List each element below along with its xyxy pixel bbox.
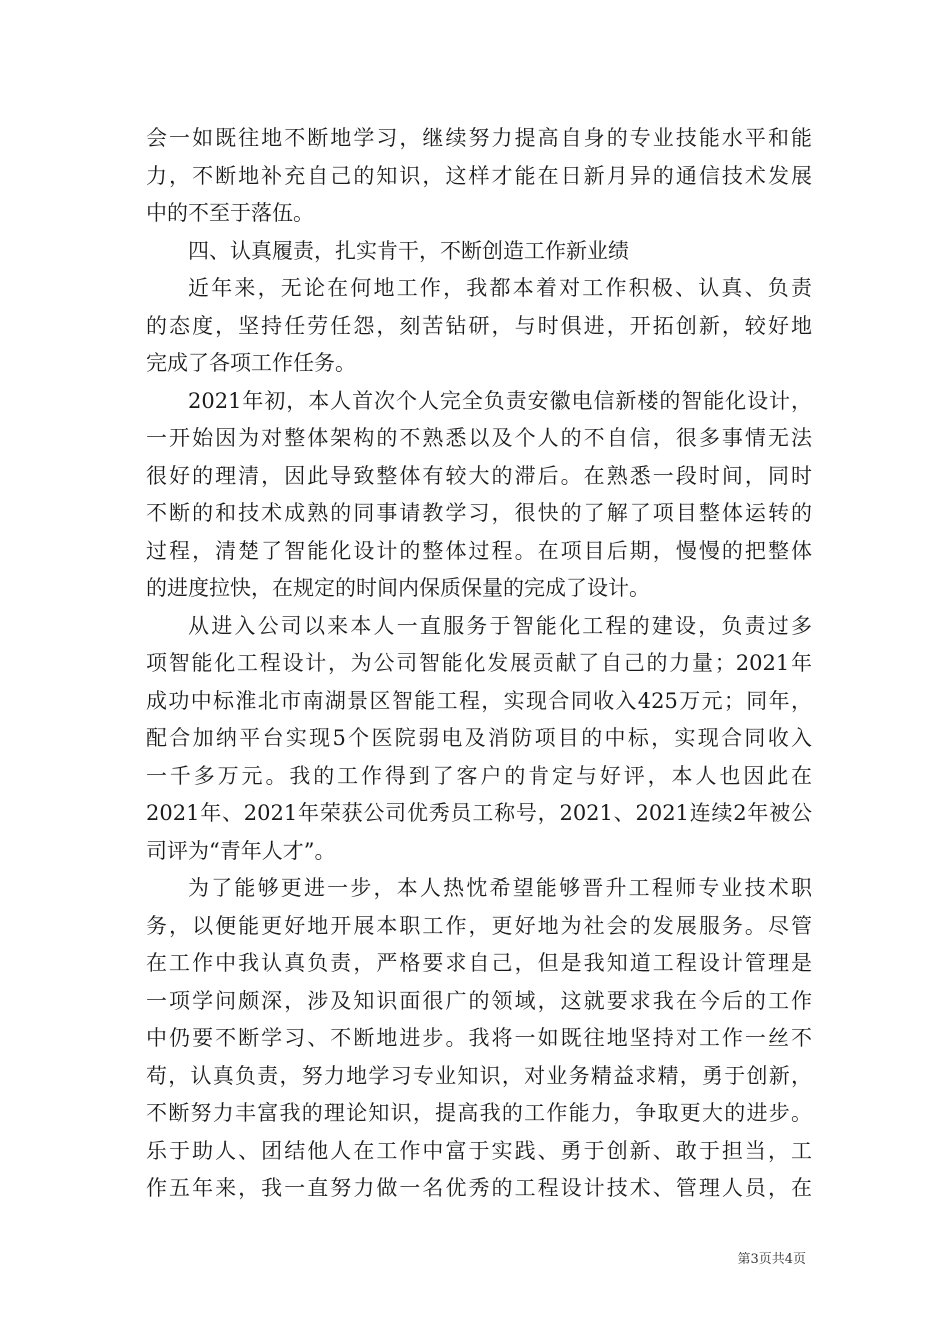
text-line: 2021年、2021年荣获公司优秀员工称号，2021、2021连续2年被公 [146, 801, 812, 825]
text-line: 近年来，无论在何地工作，我都本着对工作积极、认真、负责 [188, 276, 812, 300]
page-number: 第3页共4页 [737, 1252, 806, 1267]
text-line: 为了能够更进一步，本人热忱希望能够晋升工程师专业技术职 [188, 876, 812, 900]
text-line: 作五年来，我一直努力做一名优秀的工程设计技术、管理人员，在 [146, 1176, 812, 1200]
text-line: 务，以便能更好地开展本职工作，更好地为社会的发展服务。尽管 [146, 913, 812, 938]
text-line: 2021年初，本人首次个人完全负责安徽电信新楼的智能化设计， [188, 388, 812, 413]
text-line: 不断的和技术成熟的同事请教学习，很快的了解了项目整体运转的 [146, 501, 812, 525]
text-line: 四、认真履责，扎实肯干，不断创造工作新业绩 [188, 238, 629, 263]
text-line: 司评为“青年人才”。 [146, 838, 336, 863]
document-body [146, 120, 812, 1208]
text-line: 一开始因为对整体架构的不熟悉以及个人的不自信，很多事情无法 [146, 426, 812, 450]
text-line: 的态度，坚持任劳任怨，刻苦钻研，与时俱进，开拓创新，较好地 [146, 313, 812, 338]
text-line: 的进度拉快，在规定的时间内保质保量的完成了设计。 [146, 576, 650, 600]
text-line: 会一如既往地不断地学习，继续努力提高自身的专业技能水平和能 [146, 126, 812, 150]
text-line: 配合加纳平台实现5个医院弱电及消防项目的中标，实现合同收入 [146, 726, 812, 750]
text-line: 在工作中我认真负责，严格要求自己，但是我知道工程设计管理是 [146, 951, 812, 975]
text-line: 不断努力丰富我的理论知识，提高我的工作能力，争取更大的进步。 [146, 1101, 812, 1125]
text-line: 中的不至于落伍。 [146, 201, 314, 225]
text-line: 过程，清楚了智能化设计的整体过程。在项目后期，慢慢的把整体 [146, 538, 812, 563]
text-line: 成功中标淮北市南湖景区智能工程，实现合同收入425万元；同年， [146, 688, 812, 713]
text-line: 项智能化工程设计，为公司智能化发展贡献了自己的力量；2021年 [146, 651, 812, 675]
text-line: 力，不断地补充自己的知识，这样才能在日新月异的通信技术发展 [146, 163, 812, 188]
text-line: 中仍要不断学习、不断地进步。我将一如既往地坚持对工作一丝不 [146, 1026, 812, 1050]
text-line: 乐于助人、团结他人在工作中富于实践、勇于创新、敢于担当，工 [146, 1138, 812, 1163]
text-line: 苟，认真负责，努力地学习专业知识，对业务精益求精，勇于创新， [146, 1063, 812, 1088]
text-line: 一千多万元。我的工作得到了客户的肯定与好评，本人也因此在 [146, 763, 812, 788]
text-line: 从进入公司以来本人一直服务于智能化工程的建设，负责过多 [188, 613, 812, 638]
text-line: 一项学问颇深，涉及知识面很广的领域，这就要求我在今后的工作 [146, 988, 812, 1013]
text-line: 很好的理清，因此导致整体有较大的滞后。在熟悉一段时间，同时 [146, 463, 812, 488]
text-line: 完成了各项工作任务。 [146, 351, 356, 375]
